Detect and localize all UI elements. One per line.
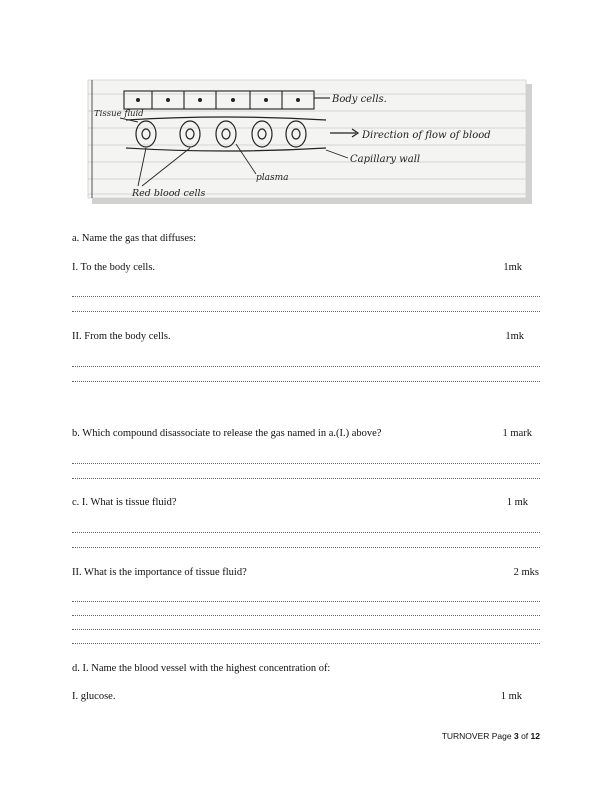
question-b-marks: 1 mark (502, 428, 532, 439)
question-d-intro: d. I. Name the blood vessel with the highest concentration of: (72, 663, 331, 674)
label-capillary-wall: Capillary wall (350, 154, 421, 165)
answer-line[interactable] (72, 463, 540, 465)
answer-line[interactable] (72, 643, 540, 645)
capillary-diagram-svg (86, 78, 534, 206)
capillary-diagram (86, 78, 534, 206)
question-c2: II. What is the importance of tissue fluid? (72, 567, 247, 578)
footer-page-number: 3 (513, 731, 519, 741)
footer-turnover: TURNOVER Page (441, 731, 514, 741)
label-tissue-fluid: Tissue fluid (94, 109, 144, 119)
answer-line[interactable] (72, 478, 540, 480)
answer-line[interactable] (72, 366, 540, 368)
question-a1-marks: 1mk (503, 262, 522, 273)
question-b: b. Which compound disassociate to release the gas named in a.(I.) above? (72, 428, 382, 439)
question-c1: c. I. What is tissue fluid? (72, 497, 177, 508)
question-d1: I. glucose. (72, 691, 116, 702)
question-a2: II. From the body cells. (72, 331, 171, 342)
question-a2-marks: 1mk (505, 331, 524, 342)
label-plasma: plasma (256, 173, 289, 183)
answer-line[interactable] (72, 615, 540, 617)
answer-line[interactable] (72, 601, 540, 603)
label-body-cells: Body cells. (332, 94, 387, 105)
answer-line[interactable] (72, 381, 540, 383)
footer-page-total: 12 (530, 731, 540, 741)
question-c2-marks: 2 mks (513, 567, 539, 578)
question-d1-marks: 1 mk (500, 691, 522, 702)
answer-line[interactable] (72, 547, 540, 549)
answer-line[interactable] (72, 311, 540, 313)
label-direction: Direction of flow of blood (362, 130, 491, 141)
question-c1-marks: 1 mk (506, 497, 528, 508)
page-footer (442, 731, 540, 741)
question-a1: I. To the body cells. (72, 262, 156, 273)
label-red-blood-cells: Red blood cells (132, 188, 206, 199)
footer-of: of (518, 731, 531, 741)
answer-line[interactable] (72, 532, 540, 534)
question-a-intro: a. Name the gas that diffuses: (72, 233, 197, 244)
answer-line[interactable] (72, 629, 540, 631)
answer-line[interactable] (72, 296, 540, 298)
